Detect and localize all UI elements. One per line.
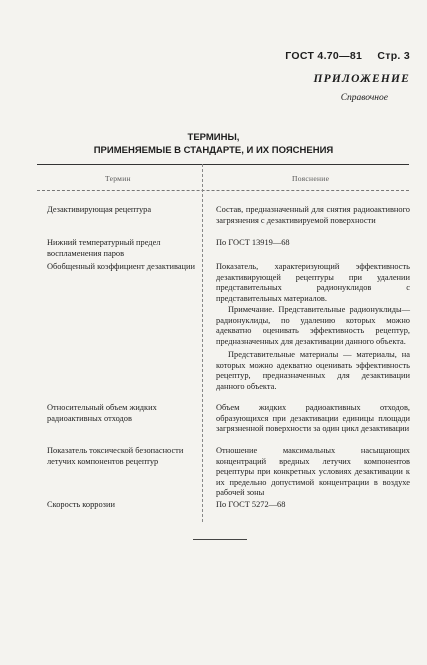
definition-cell: Состав, предназначенный для снятия радиоактивного загрязнения с дезактивируемой поверхности	[216, 205, 410, 225]
term-cell: Обобщенный коэффициент дезактивации	[47, 262, 195, 271]
term-cell: Показатель токсической безопасности летучих компонентов рецептур	[47, 446, 184, 466]
section-title-line-1: ТЕРМИНЫ,	[187, 132, 240, 143]
definition-cell: Показатель, характеризующий эффективность дезактивирующей рецептуры при удалении представительных радионуклидов с представительных материалов.	[216, 262, 410, 303]
definition-cell: По ГОСТ 13919—68	[216, 238, 290, 247]
end-rule	[193, 539, 247, 540]
definition-cell: По ГОСТ 5272—68	[216, 500, 286, 509]
column-header-term: Термин	[105, 174, 131, 183]
note-paragraph: Представительные материалы — материалы, на которых можно адекватно оценивать эффективность рецептур, предназначенных для дезактивации данного объекта.	[216, 350, 410, 391]
column-header-explanation: Пояснение	[292, 174, 330, 183]
table-header-rule	[37, 190, 409, 191]
table-top-rule	[37, 164, 409, 165]
appendix-subtitle: Справочное	[340, 93, 388, 103]
section-title-line-2: ПРИМЕНЯЕМЫЕ В СТАНДАРТЕ, И ИХ ПОЯСНЕНИЯ	[93, 145, 334, 156]
term-cell: Скорость коррозии	[47, 500, 115, 509]
definition-cell: Объем жидких радиоактивных отходов, образующихся при дезактивации единицы площади загрязненной поверхности за один цикл дезактивации	[216, 403, 410, 434]
table-column-divider	[202, 164, 203, 522]
definition-cell: Отношение максимальных насыщающих концентраций вредных летучих компонентов рецептуры при конкретных условиях дезактивации к их предельно допустимой концентрации в воздухе рабочей зоны	[216, 446, 410, 498]
term-cell: Относительный объем жидких радиоактивных отходов	[47, 403, 157, 423]
term-cell: Дезактивирующая рецептура	[47, 205, 152, 214]
term-cell: Нижний температурный предел воспламенения паров	[47, 238, 161, 258]
page-number: Стр. 3	[377, 50, 410, 62]
note-paragraph: Примечание. Представительные радионуклиды—радионуклиды, по удалению которых можно адекватно оценивать эффективность рецептур, предназначенных для дезактивации данного объекта.	[216, 305, 410, 346]
page-header	[285, 50, 410, 62]
appendix-title: ПРИЛОЖЕНИЕ	[313, 73, 410, 85]
section-title	[0, 131, 427, 157]
standard-number: ГОСТ 4.70—81	[285, 50, 363, 62]
